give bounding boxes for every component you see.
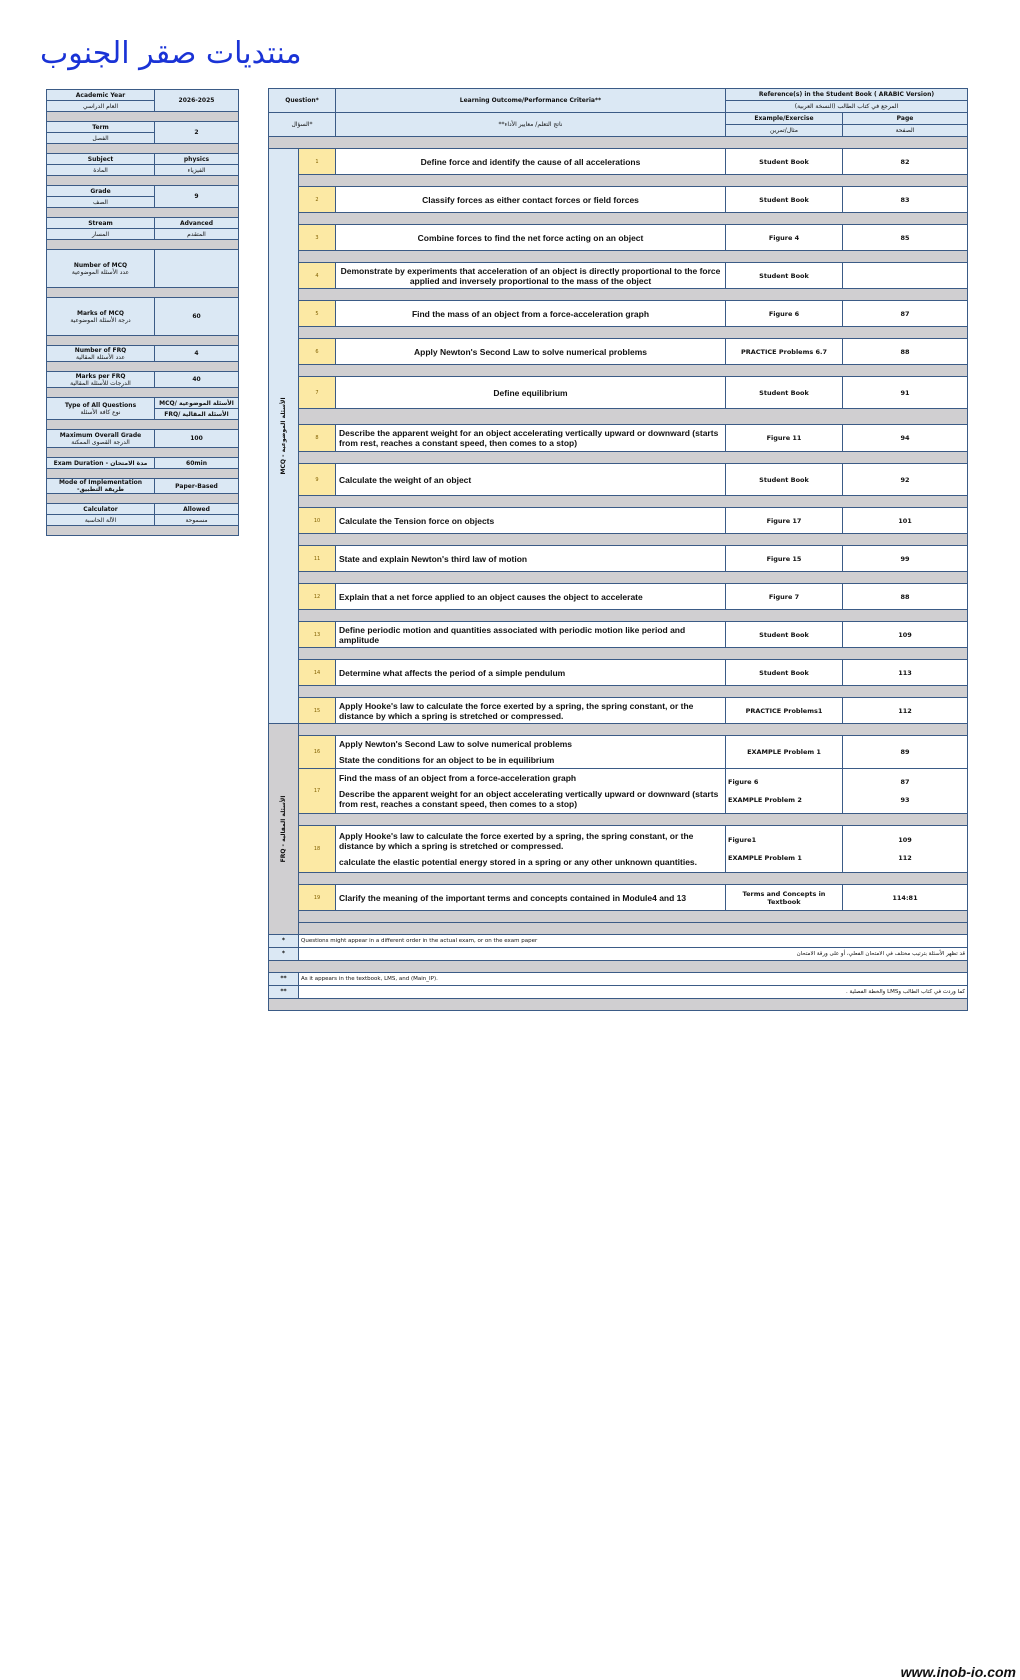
page-number: [843, 826, 968, 873]
page-number: 85: [843, 225, 968, 251]
num-frq-label: [47, 346, 155, 362]
page-number: 112: [843, 698, 968, 724]
academic-year-label: Academic Year: [47, 90, 155, 101]
exam-info-table: [46, 89, 239, 536]
question-type-frq: FRQ/ الأسئلة المقالية: [155, 409, 239, 420]
page-header-ar: الصفحة: [843, 125, 968, 137]
grade-label: Grade: [47, 186, 155, 197]
mode-label: Mode of Implementation -طريقة التطبيق: [47, 479, 155, 494]
question-number: 2: [299, 187, 336, 213]
learning-outcome: Demonstrate by experiments that acceleration of an object is directly proportional to the force applied and inversely proportional to the mass of the object: [336, 263, 726, 289]
learning-outcome-part: State the conditions for an object to be in equilibrium: [339, 755, 555, 765]
subject-value-ar: الفيزياء: [155, 165, 239, 176]
question-number: 10: [299, 508, 336, 534]
learning-outcome: Combine forces to find the net force acting on an object: [336, 225, 726, 251]
question-header-ar: السؤال*: [269, 113, 336, 137]
calculator-label-ar: الآلة الحاسبة: [47, 515, 155, 526]
page-number: 91: [843, 377, 968, 409]
mode-value: Paper-Based: [155, 479, 239, 494]
learning-outcome: Describe the apparent weight for an object accelerating vertically upward or downward (starts from rest, reaches a constant speed, then comes to a stop): [336, 425, 726, 452]
learning-outcome: Define periodic motion and quantities associated with periodic motion like period and amplitude: [336, 622, 726, 648]
academic-year-value: 2026-2025: [155, 90, 239, 112]
num-mcq-label-en: Number of MCQ: [73, 261, 128, 269]
learning-outcome: [336, 736, 726, 769]
reference: [726, 826, 843, 873]
reference: Student Book: [726, 263, 843, 289]
marks-frq-label: [47, 372, 155, 388]
max-grade-value: 100: [155, 430, 239, 448]
reference-header-ar: المرجع في كتاب الطالب (النسخة العربية): [726, 101, 968, 113]
reference: Student Book: [726, 464, 843, 496]
max-grade-label-en: Maximum Overall Grade: [59, 431, 142, 439]
subject-value: physics: [155, 154, 239, 165]
num-frq-label-ar: عدد الأسئلة المقالية: [75, 353, 126, 361]
question-number: 13: [299, 622, 336, 648]
reference: PRACTICE Problems1: [726, 698, 843, 724]
marks-mcq-label-ar: درجة الأسئلة الموضوعية: [70, 316, 131, 324]
example-header-ar: مثال/تمرين: [726, 125, 843, 137]
term-value: 2: [155, 122, 239, 144]
reference: Terms and Concepts in Textbook: [726, 885, 843, 911]
reference-part: Figure1: [728, 836, 757, 844]
reference: PRACTICE Problems 6.7: [726, 339, 843, 365]
duration-label: Exam Duration - مدة الامتحان: [47, 458, 155, 469]
footnote-mark: *: [269, 948, 299, 961]
question-number: 9: [299, 464, 336, 496]
reference-part: EXAMPLE Problem 2: [728, 796, 802, 804]
calculator-label: Calculator: [47, 504, 155, 515]
learning-outcome: State and explain Newton's third law of motion: [336, 546, 726, 572]
learning-outcome: Calculate the Tension force on objects: [336, 508, 726, 534]
reference: EXAMPLE Problem 1: [726, 736, 843, 769]
learning-outcome: Calculate the weight of an object: [336, 464, 726, 496]
page-number: 88: [843, 339, 968, 365]
learning-outcome: Explain that a net force applied to an object causes the object to accelerate: [336, 584, 726, 610]
question-number: 17: [299, 769, 336, 814]
marks-mcq-value: 60: [155, 298, 239, 336]
learning-outcome-part: Describe the apparent weight for an object accelerating vertically upward or downward (starts from rest, reaches a constant speed, then comes to a stop): [339, 789, 719, 809]
reference: Student Book: [726, 149, 843, 175]
question-number: 4: [299, 263, 336, 289]
page-number: 94: [843, 425, 968, 452]
footnote-source-en: As it appears in the textbook, LMS, and (Main_IP).: [299, 973, 968, 986]
learning-outcome-part: calculate the elastic potential energy stored in a spring or any other unknown quantities.: [339, 857, 698, 867]
page-number: 92: [843, 464, 968, 496]
stream-label: Stream: [47, 218, 155, 229]
page-number: 109: [843, 622, 968, 648]
stream-value: Advanced: [155, 218, 239, 229]
page-number: 89: [843, 736, 968, 769]
question-type-mcq: MCQ/ الأسئلة الموضوعية: [155, 398, 239, 409]
learning-outcome: Apply Newton's Second Law to solve numerical problems: [336, 339, 726, 365]
term-label-ar: الفصل: [47, 133, 155, 144]
reference-header: Reference(s) in the Student Book ( ARABIC Version): [726, 89, 968, 101]
stream-value-ar: المتقدم: [155, 229, 239, 240]
reference: Figure 6: [726, 301, 843, 327]
num-mcq-label-ar: عدد الأسئلة الموضوعية: [71, 268, 130, 276]
reference-part: Figure 6: [728, 778, 759, 786]
learning-outcome: Classify forces as either contact forces or field forces: [336, 187, 726, 213]
learning-outcome: Find the mass of an object from a force-acceleration graph: [336, 301, 726, 327]
reference: Figure 17: [726, 508, 843, 534]
page-number: 88: [843, 584, 968, 610]
question-number: 16: [299, 736, 336, 769]
question-number: 11: [299, 546, 336, 572]
reference: [726, 769, 843, 814]
page-number-part: 109: [898, 836, 912, 844]
reference: Figure 15: [726, 546, 843, 572]
reference: Figure 4: [726, 225, 843, 251]
marks-frq-label-en: Marks per FRQ: [75, 372, 126, 380]
page-header: Page: [843, 113, 968, 125]
page-number: 82: [843, 149, 968, 175]
question-number: 12: [299, 584, 336, 610]
duration-value: 60min: [155, 458, 239, 469]
question-type-label-ar: نوع كافة الأسئلة: [80, 408, 121, 416]
num-frq-value: 4: [155, 346, 239, 362]
reference: Student Book: [726, 622, 843, 648]
lo-header: Learning Outcome/Performance Criteria**: [336, 89, 726, 113]
subject-label: Subject: [47, 154, 155, 165]
frq-section-label: FRQ - الأسئلة المقالية: [269, 724, 299, 935]
question-number: 3: [299, 225, 336, 251]
learning-outcome: Clarify the meaning of the important terms and concepts contained in Module4 and 13: [336, 885, 726, 911]
footnote-mark: **: [269, 986, 299, 999]
page-number-part: 87: [900, 778, 910, 786]
grade-label-ar: الصف: [47, 197, 155, 208]
question-number: 14: [299, 660, 336, 686]
term-label: Term: [47, 122, 155, 133]
page-number: 101: [843, 508, 968, 534]
page-number: 87: [843, 301, 968, 327]
learning-outcome-part: Find the mass of an object from a force-acceleration graph: [339, 773, 577, 783]
reference: Student Book: [726, 187, 843, 213]
learning-outcome: Define force and identify the cause of all accelerations: [336, 149, 726, 175]
footnote-mark: *: [269, 935, 299, 948]
question-number: 19: [299, 885, 336, 911]
brand-title: منتديات صقر الجنوب: [40, 36, 302, 71]
question-number: 15: [299, 698, 336, 724]
footnote-source-ar: كما وردت في كتاب الطالب وLMS والخطة الفصلية .: [299, 986, 968, 999]
footer-url[interactable]: www.inob-io.com: [900, 1664, 1016, 1680]
learning-outcome-part: Apply Newton's Second Law to solve numerical problems: [339, 739, 572, 749]
calculator-value: Allowed: [155, 504, 239, 515]
page-number: [843, 263, 968, 289]
learning-outcomes-table: [268, 88, 968, 1011]
mcq-section-label: MCQ - الأسئلة الموضوعية: [269, 149, 299, 724]
num-mcq-value: [155, 250, 239, 288]
num-mcq-label: [47, 250, 155, 288]
learning-outcome: Determine what affects the period of a simple pendulum: [336, 660, 726, 686]
page-number: [843, 769, 968, 814]
reference-part: EXAMPLE Problem 1: [728, 854, 802, 862]
page-number: 83: [843, 187, 968, 213]
reference: Figure 7: [726, 584, 843, 610]
question-number: 6: [299, 339, 336, 365]
calculator-value-ar: مسموحة: [155, 515, 239, 526]
marks-mcq-label-en: Marks of MCQ: [77, 309, 124, 317]
page-number-part: 112: [898, 854, 912, 862]
question-number: 1: [299, 149, 336, 175]
page-number: 113: [843, 660, 968, 686]
question-number: 5: [299, 301, 336, 327]
academic-year-label-ar: العام الدراسي: [47, 101, 155, 112]
marks-frq-value: 40: [155, 372, 239, 388]
subject-label-ar: المادة: [47, 165, 155, 176]
marks-mcq-label: [47, 298, 155, 336]
num-frq-label-en: Number of FRQ: [74, 346, 127, 354]
footnote-mark: **: [269, 973, 299, 986]
reference: Student Book: [726, 377, 843, 409]
learning-outcome: Define equilibrium: [336, 377, 726, 409]
learning-outcome: [336, 826, 726, 873]
page-number-part: 93: [900, 796, 910, 804]
reference: Figure 11: [726, 425, 843, 452]
question-type-label-en: Type of All Questions: [64, 401, 137, 409]
max-grade-label: [47, 430, 155, 448]
footnote-order-en: Questions might appear in a different order in the actual exam, or on the exam paper: [299, 935, 968, 948]
stream-label-ar: المسار: [47, 229, 155, 240]
grade-value: 9: [155, 186, 239, 208]
example-header: Example/Exercise: [726, 113, 843, 125]
page-number: 99: [843, 546, 968, 572]
question-type-label: [47, 398, 155, 420]
footnote-order-ar: قد تظهر الأسئلة بترتيب مختلف في الامتحان الفعلي، أو على ورقة الامتحان: [299, 948, 968, 961]
marks-frq-label-ar: الدرجات للأسئلة المقالية: [70, 379, 131, 387]
page-number: 114:81: [843, 885, 968, 911]
lo-header-ar: **ناتج التعلم/ معايير الأداء: [336, 113, 726, 137]
learning-outcome-part: Apply Hooke's law to calculate the force exerted by a spring, the spring constant, or the distance by which a spring is stretched or compressed.: [339, 831, 694, 851]
question-header: Question*: [269, 89, 336, 113]
question-number: 7: [299, 377, 336, 409]
learning-outcome: Apply Hooke's law to calculate the force exerted by a spring, the spring constant, or the distance by which a spring is stretched or compressed.: [336, 698, 726, 724]
reference: Student Book: [726, 660, 843, 686]
learning-outcome: [336, 769, 726, 814]
question-number: 18: [299, 826, 336, 873]
question-number: 8: [299, 425, 336, 452]
max-grade-label-ar: الدرجة القصوى الممكنة: [71, 438, 130, 446]
